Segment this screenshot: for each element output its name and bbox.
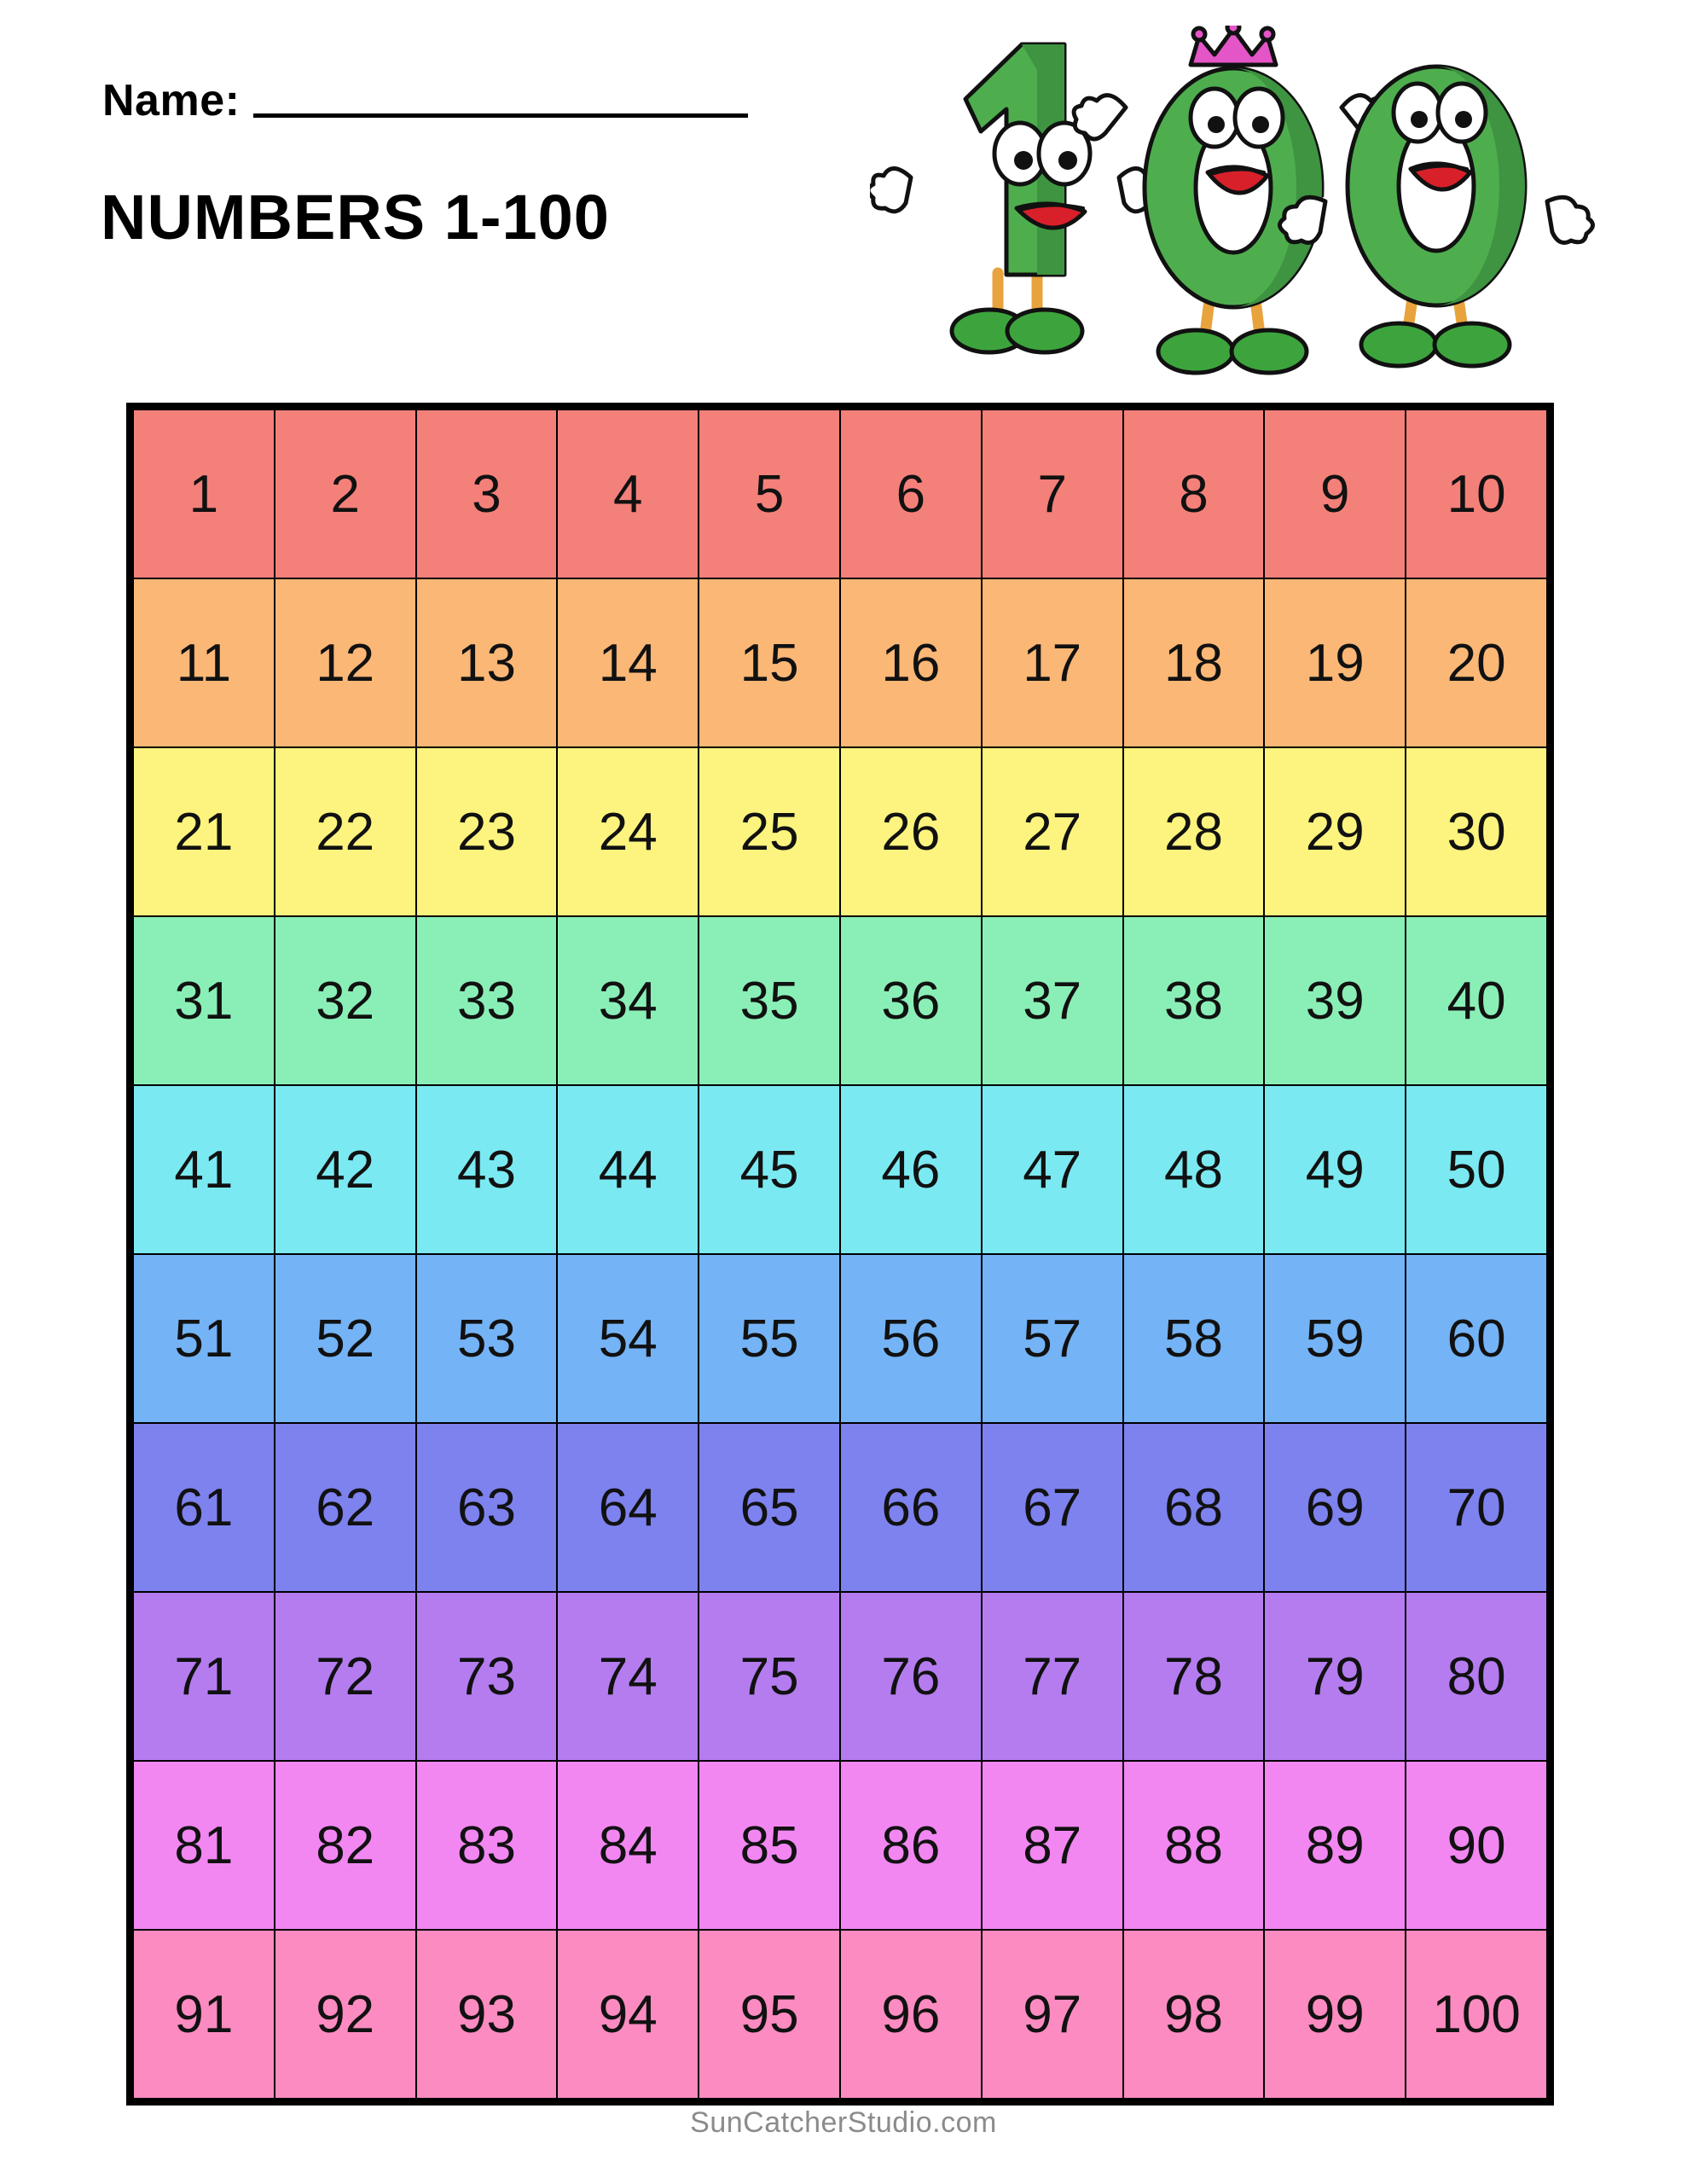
number-cell[interactable]: 6 <box>840 410 982 578</box>
number-cell[interactable]: 29 <box>1264 747 1406 916</box>
number-grid-body <box>133 410 1547 2099</box>
number-cell[interactable]: 87 <box>982 1761 1123 1930</box>
number-cell[interactable]: 43 <box>416 1085 558 1254</box>
number-cell[interactable]: 96 <box>840 1930 982 2099</box>
number-cell[interactable]: 16 <box>840 578 982 747</box>
number-cell[interactable]: 35 <box>699 916 840 1085</box>
number-cell[interactable]: 11 <box>133 578 275 747</box>
number-cell[interactable]: 77 <box>982 1592 1123 1761</box>
number-cell[interactable]: 15 <box>699 578 840 747</box>
number-cell[interactable]: 45 <box>699 1085 840 1254</box>
number-cell[interactable]: 50 <box>1406 1085 1547 1254</box>
number-cell[interactable]: 49 <box>1264 1085 1406 1254</box>
number-grid-row <box>133 1761 1547 1930</box>
number-cell[interactable]: 44 <box>557 1085 699 1254</box>
number-grid-row <box>133 1930 1547 2099</box>
number-cell[interactable]: 73 <box>416 1592 558 1761</box>
number-cell[interactable]: 70 <box>1406 1423 1547 1592</box>
number-cell[interactable]: 38 <box>1123 916 1265 1085</box>
number-cell[interactable]: 64 <box>557 1423 699 1592</box>
number-cell[interactable]: 18 <box>1123 578 1265 747</box>
number-cell[interactable]: 98 <box>1123 1930 1265 2099</box>
number-cell[interactable]: 80 <box>1406 1592 1547 1761</box>
number-cell[interactable]: 89 <box>1264 1761 1406 1930</box>
number-cell[interactable]: 94 <box>557 1930 699 2099</box>
number-grid-row <box>133 1254 1547 1423</box>
number-cell[interactable]: 32 <box>275 916 416 1085</box>
number-cell[interactable]: 7 <box>982 410 1123 578</box>
number-cell[interactable]: 68 <box>1123 1423 1265 1592</box>
number-grid-row <box>133 578 1547 747</box>
page-title: NUMBERS 1-100 <box>101 182 610 253</box>
number-cell[interactable]: 90 <box>1406 1761 1547 1930</box>
number-grid-row <box>133 1423 1547 1592</box>
number-cell[interactable]: 91 <box>133 1930 275 2099</box>
number-cell[interactable]: 55 <box>699 1254 840 1423</box>
number-cell[interactable]: 40 <box>1406 916 1547 1085</box>
number-cell[interactable]: 65 <box>699 1423 840 1592</box>
number-cell[interactable]: 41 <box>133 1085 275 1254</box>
number-cell[interactable]: 57 <box>982 1254 1123 1423</box>
number-cell[interactable]: 95 <box>699 1930 840 2099</box>
number-cell[interactable]: 58 <box>1123 1254 1265 1423</box>
number-cell[interactable]: 62 <box>275 1423 416 1592</box>
number-cell[interactable]: 75 <box>699 1592 840 1761</box>
number-cell[interactable]: 39 <box>1264 916 1406 1085</box>
number-cell[interactable]: 52 <box>275 1254 416 1423</box>
number-cell[interactable]: 59 <box>1264 1254 1406 1423</box>
number-grid-row <box>133 747 1547 916</box>
number-cell[interactable]: 86 <box>840 1761 982 1930</box>
number-cell[interactable]: 37 <box>982 916 1123 1085</box>
number-cell[interactable]: 56 <box>840 1254 982 1423</box>
number-cell[interactable]: 71 <box>133 1592 275 1761</box>
number-cell[interactable]: 3 <box>416 410 558 578</box>
number-cell[interactable]: 79 <box>1264 1592 1406 1761</box>
number-cell[interactable]: 72 <box>275 1592 416 1761</box>
footer-credit: SunCatcherStudio.com <box>690 2106 997 2139</box>
number-cell[interactable]: 83 <box>416 1761 558 1930</box>
number-cell[interactable]: 21 <box>133 747 275 916</box>
name-input-line[interactable] <box>253 108 748 118</box>
number-cell[interactable]: 14 <box>557 578 699 747</box>
number-cell[interactable]: 85 <box>699 1761 840 1930</box>
number-cell[interactable]: 34 <box>557 916 699 1085</box>
number-cell[interactable]: 4 <box>557 410 699 578</box>
number-cell[interactable]: 42 <box>275 1085 416 1254</box>
number-cell[interactable]: 66 <box>840 1423 982 1592</box>
number-cell[interactable]: 61 <box>133 1423 275 1592</box>
number-cell[interactable]: 20 <box>1406 578 1547 747</box>
number-cell[interactable]: 100 <box>1406 1930 1547 2099</box>
number-cell[interactable]: 88 <box>1123 1761 1265 1930</box>
number-cell[interactable]: 46 <box>840 1085 982 1254</box>
number-cell[interactable]: 25 <box>699 747 840 916</box>
number-grid-table <box>132 409 1548 2100</box>
number-cell[interactable]: 33 <box>416 916 558 1085</box>
number-grid-row <box>133 1085 1547 1254</box>
number-cell[interactable]: 74 <box>557 1592 699 1761</box>
number-cell[interactable]: 27 <box>982 747 1123 916</box>
number-cell[interactable]: 22 <box>275 747 416 916</box>
number-cell[interactable]: 5 <box>699 410 840 578</box>
number-grid-row <box>133 1592 1547 1761</box>
number-cell[interactable]: 1 <box>133 410 275 578</box>
number-grid-row <box>133 916 1547 1085</box>
number-cell[interactable]: 60 <box>1406 1254 1547 1423</box>
number-cell[interactable]: 36 <box>840 916 982 1085</box>
number-cell[interactable]: 97 <box>982 1930 1123 2099</box>
number-cell[interactable]: 10 <box>1406 410 1547 578</box>
number-cell[interactable]: 93 <box>416 1930 558 2099</box>
number-cell[interactable]: 47 <box>982 1085 1123 1254</box>
hundreds-chart <box>126 403 1554 2106</box>
number-cell[interactable]: 99 <box>1264 1930 1406 2099</box>
number-cell[interactable]: 26 <box>840 747 982 916</box>
name-field-row <box>102 78 748 123</box>
number-cell[interactable]: 67 <box>982 1423 1123 1592</box>
number-cell[interactable]: 82 <box>275 1761 416 1930</box>
number-cell[interactable]: 84 <box>557 1761 699 1930</box>
number-cell[interactable]: 54 <box>557 1254 699 1423</box>
number-cell[interactable]: 28 <box>1123 747 1265 916</box>
number-cell[interactable]: 17 <box>982 578 1123 747</box>
number-cell[interactable]: 30 <box>1406 747 1547 916</box>
name-label: Name: <box>102 76 241 125</box>
number-cell[interactable]: 76 <box>840 1592 982 1761</box>
number-cell[interactable]: 13 <box>416 578 558 747</box>
number-cell[interactable]: 19 <box>1264 578 1406 747</box>
number-cell[interactable]: 69 <box>1264 1423 1406 1592</box>
number-cell[interactable]: 51 <box>133 1254 275 1423</box>
number-cell[interactable]: 23 <box>416 747 558 916</box>
number-cell[interactable]: 78 <box>1123 1592 1265 1761</box>
hundred-mascot-icon <box>870 26 1620 392</box>
worksheet-header <box>0 0 1687 401</box>
number-cell[interactable]: 9 <box>1264 410 1406 578</box>
number-cell[interactable]: 24 <box>557 747 699 916</box>
number-cell[interactable]: 81 <box>133 1761 275 1930</box>
number-cell[interactable]: 53 <box>416 1254 558 1423</box>
number-cell[interactable]: 92 <box>275 1930 416 2099</box>
number-grid-row <box>133 410 1547 578</box>
number-cell[interactable]: 2 <box>275 410 416 578</box>
number-cell[interactable]: 12 <box>275 578 416 747</box>
number-cell[interactable]: 63 <box>416 1423 558 1592</box>
number-cell[interactable]: 8 <box>1123 410 1265 578</box>
number-cell[interactable]: 48 <box>1123 1085 1265 1254</box>
number-cell[interactable]: 31 <box>133 916 275 1085</box>
